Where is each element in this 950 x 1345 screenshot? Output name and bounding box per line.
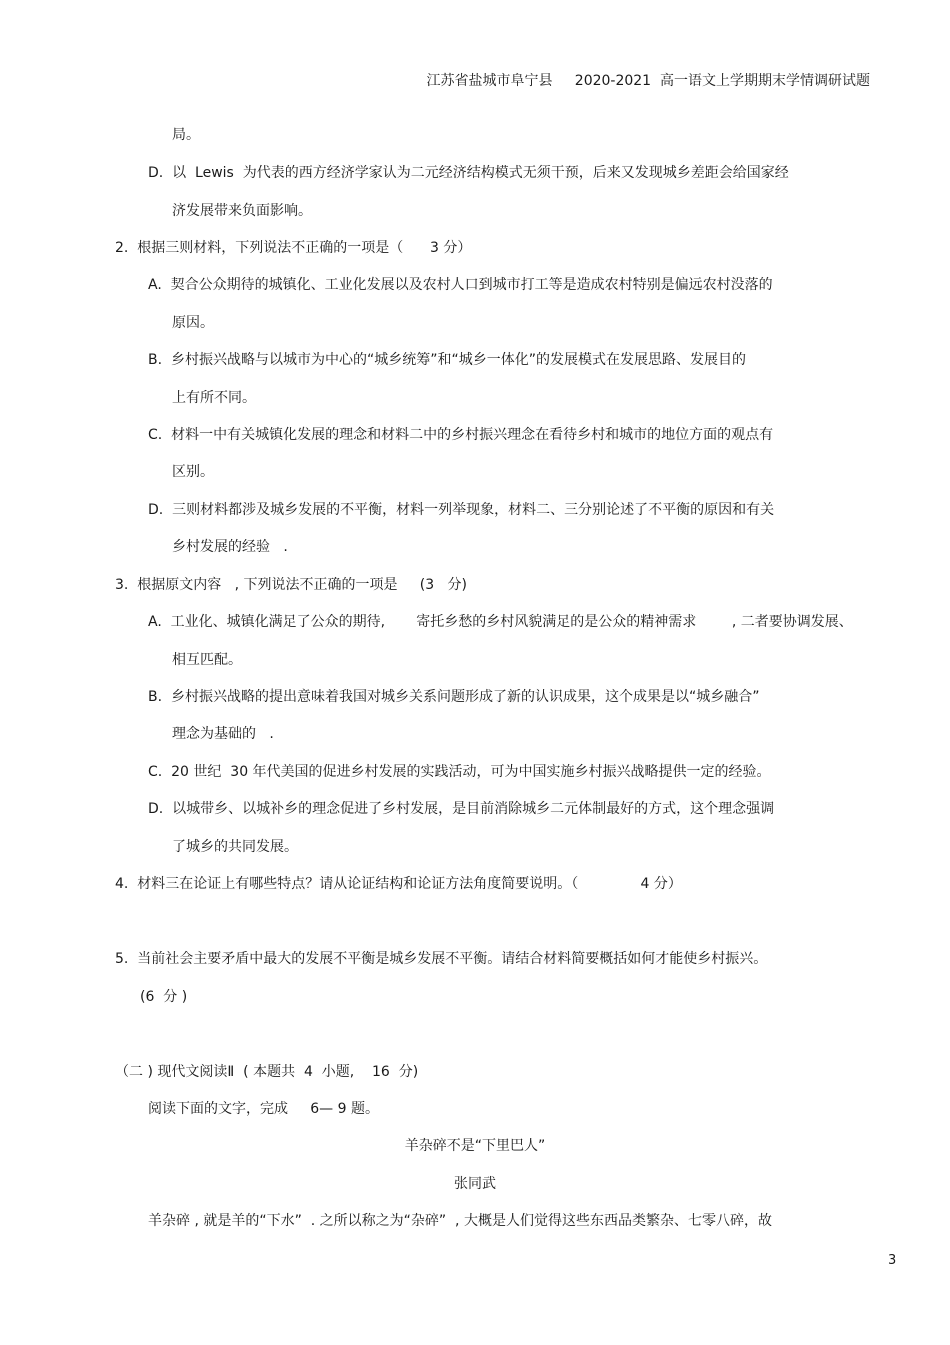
q5-stem: 5. 当前社会主要矛盾中最大的发展不平衡是城乡发展不平衡。请结合材料简要概括如何才能使乡村振兴。 [115,951,768,967]
q3-option-b-continuation: 理念为基础的 . [172,726,274,742]
q2-option-a: A. 契合公众期待的城镇化、工业化发展以及农村人口到城市打工等是造成农村特别是偏远农村没落的 [148,277,773,293]
article-paragraph: 羊杂碎 , 就是羊的“下水” . 之所以称之为“杂碎” , 大概是人们觉得这些东西品类繁杂、七零八碎，故 [148,1213,772,1229]
q2-option-b: B. 乡村振兴战略与以城市为中心的“城乡统筹”和“城乡一体化”的发展模式在发展思路、发展目的 [148,352,746,368]
q2-option-c-continuation: 区别。 [172,464,214,480]
q2-option-b-continuation: 上有所不同。 [172,390,256,406]
q5-score: (6 分 ) [140,989,188,1005]
page-number: 3 [888,1253,897,1268]
q3-option-a: A. 工业化、城镇化满足了公众的期待, 寄托乡愁的乡村风貌满足的是公众的精神需求 , 二者要协调发展、 [148,614,853,630]
q1-option-d-continuation: 济发展带来负面影响。 [172,203,312,219]
page-header: 江苏省盐城市阜宁县 2020-2021 高一语文上学期期末学情调研试题 [426,73,870,89]
q2-option-a-continuation: 原因。 [172,315,214,331]
article-author: 张同武 [454,1176,496,1192]
q1-option-d: D. 以 Lewis 为代表的西方经济学家认为二元经济结构模式无须干预，后来又发现城乡差距会给国家经 [148,165,789,181]
q3-option-d: D. 以城带乡、以城补乡的理念促进了乡村发展，是目前消除城乡二元体制最好的方式，这个理念强调 [148,801,775,817]
q1-option-c-continuation: 局。 [172,127,200,143]
article-title: 羊杂碎不是“下里巴人” [404,1138,546,1154]
q3-option-b: B. 乡村振兴战略的提出意味着我国对城乡关系问题形成了新的认识成果，这个成果是以“城乡融合” [148,689,760,705]
q3-option-a-continuation: 相互匹配。 [172,652,242,668]
section-instruction: 阅读下面的文字，完成 6— 9 题。 [148,1101,379,1117]
q2-stem: 2. 根据三则材料，下列说法不正确的一项是（ 3 分） [115,240,472,256]
q4-stem: 4. 材料三在论证上有哪些特点？请从论证结构和论证方法角度简要说明。（ 4 分） [115,876,682,892]
q3-option-d-continuation: 了城乡的共同发展。 [172,839,298,855]
q2-option-c: C. 材料一中有关城镇化发展的理念和材料二中的乡村振兴理念在看待乡村和城市的地位方面的观点有 [148,427,774,443]
q2-option-d-continuation: 乡村发展的经验 . [172,539,288,555]
q3-option-c: C. 20 世纪 30 年代美国的促进乡村发展的实践活动，可为中国实施乡村振兴战略提供一定的经验。 [148,764,771,780]
q2-option-d: D. 三则材料都涉及城乡发展的不平衡，材料一列举现象，材料二、三分别论述了不平衡的原因和有关 [148,502,775,518]
q3-stem: 3. 根据原文内容 , 下列说法不正确的一项是 (3 分) [115,577,467,593]
section-heading: （二 ) 现代文阅读Ⅱ ( 本题共 4 小题, 16 分) [115,1064,419,1080]
